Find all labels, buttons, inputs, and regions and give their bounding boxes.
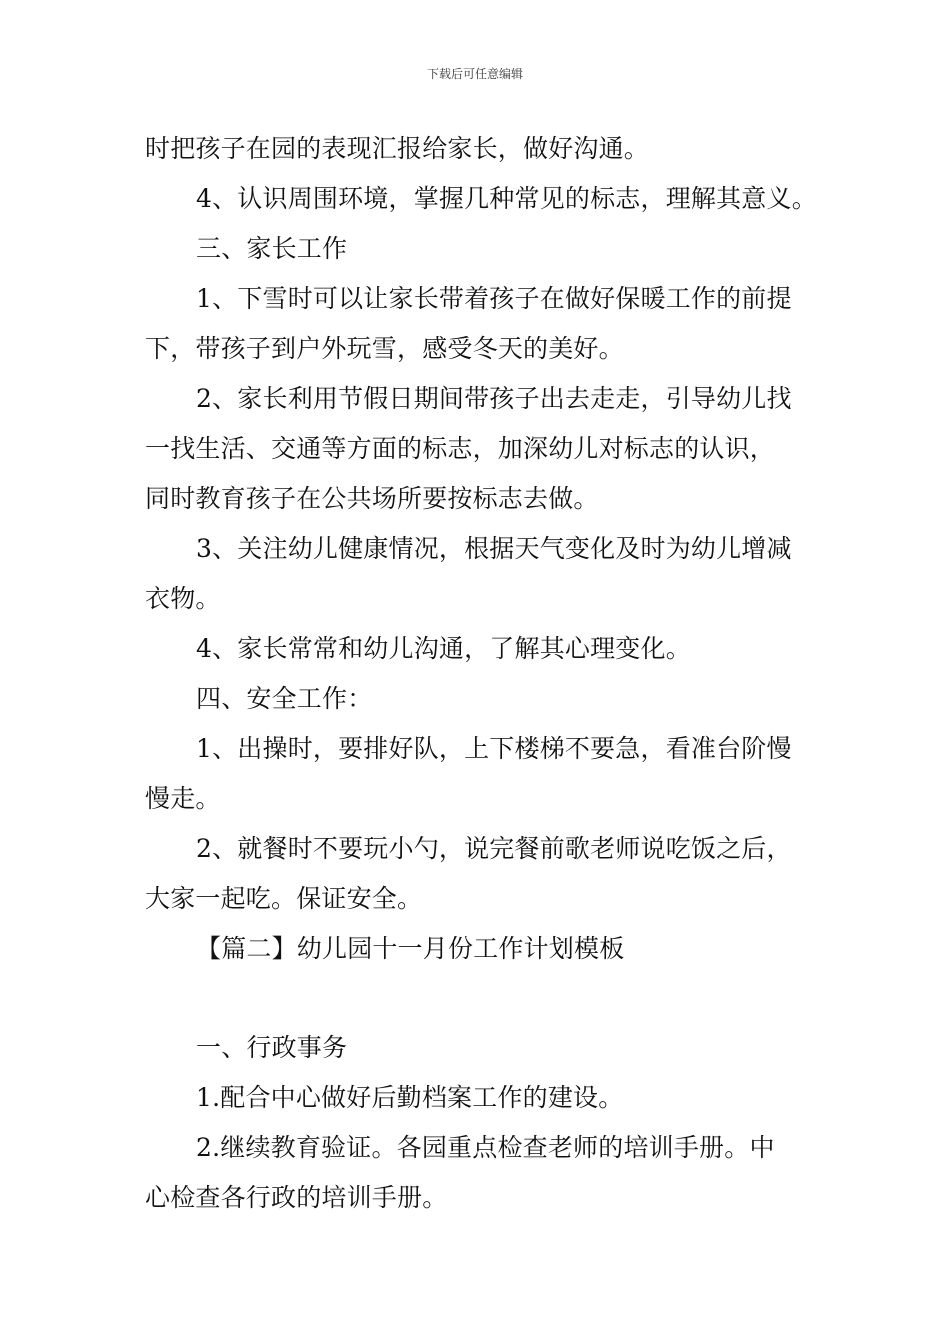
paragraph-line: 2、家长利用节假日期间带孩子出去走走，引导幼儿找 xyxy=(196,384,792,413)
paragraph-line: 下，带孩子到户外玩雪，感受冬天的美好。 xyxy=(145,334,624,363)
article-title: 【篇二】幼儿园十一月份工作计划模板 xyxy=(196,934,625,963)
paragraph-line: 3、关注幼儿健康情况，根据天气变化及时为幼儿增减 xyxy=(196,534,792,563)
paragraph-line: 1.配合中心做好后勤档案工作的建设。 xyxy=(196,1083,624,1112)
paragraph-line: 1、出操时，要排好队，上下楼梯不要急，看准台阶慢 xyxy=(196,734,792,763)
page-header: 下载后可任意编辑 xyxy=(426,67,523,81)
section-heading: 一、行政事务 xyxy=(196,1033,348,1062)
paragraph-line: 4、认识周围环境，掌握几种常见的标志，理解其意义。 xyxy=(196,184,817,213)
paragraph-line: 1、下雪时可以让家长带着孩子在做好保暖工作的前提 xyxy=(196,284,792,313)
paragraph-line: 衣物。 xyxy=(145,584,221,613)
paragraph-line: 慢走。 xyxy=(145,784,221,813)
paragraph-line: 同时教育孩子在公共场所要按标志去做。 xyxy=(145,484,599,513)
paragraph-line: 大家一起吃。保证安全。 xyxy=(145,884,423,913)
section-heading: 三、家长工作 xyxy=(196,234,348,263)
paragraph-line: 2.继续教育验证。各园重点检查老师的培训手册。中 xyxy=(196,1133,775,1162)
paragraph-line: 时把孩子在园的表现汇报给家长，做好沟通。 xyxy=(145,134,650,163)
paragraph-line: 4、家长常常和幼儿沟通，了解其心理变化。 xyxy=(196,634,691,663)
section-heading: 四、安全工作： xyxy=(196,684,373,713)
paragraph-line: 一找生活、交通等方面的标志，加深幼儿对标志的认识， xyxy=(145,434,776,463)
paragraph-line: 2、就餐时不要玩小勺，说完餐前歌老师说吃饭之后， xyxy=(196,834,792,863)
paragraph-line: 心检查各行政的培训手册。 xyxy=(145,1183,448,1212)
